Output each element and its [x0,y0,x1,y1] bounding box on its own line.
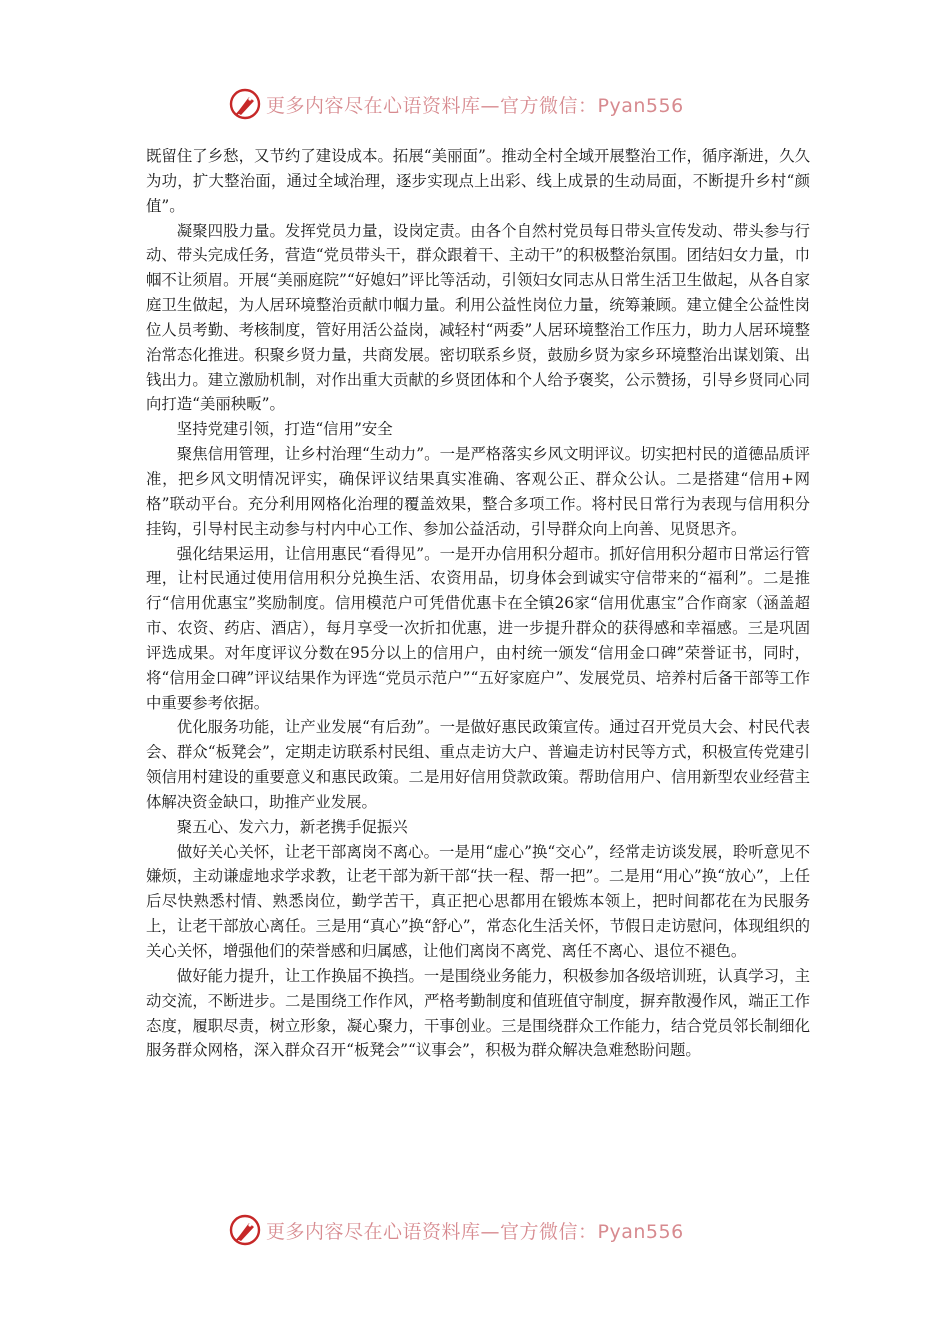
paragraph: 强化结果运用，让信用惠民“看得见”。一是开办信用积分超市。抓好信用积分超市日常运行管理，让村民通过使用信用积分兑换生活、农资用品，切身体会到诚实守信带来的“福利”。二是推行“信用优惠宝”奖励制度。信用模范户可凭借优惠卡在全镇26家“信用优惠宝”合作商家（涵盖超市、农资、药店、酒店），每月享受一次折扣优惠，进一步提升群众的获得感和幸福感。三是巩固评选成果。对年度评议分数在95分以上的信用户，由村统一颁发“信用金口碑”荣誉证书，同时，将“信用金口碑”评议结果作为评选“党员示范户”“五好家庭户”、发展党员、培养村后备干部等工作中重要参考依据。 [146,544,810,712]
paragraph: 做好能力提升，让工作换届不换挡。一是围绕业务能力，积极参加各级培训班，认真学习，主动交流，不断进步。二是围绕工作作风，严格考勤制度和值班值守制度，摒弃散漫作风，端正工作态度，履职尽责，树立形象，凝心聚力，干事创业。三是围绕群众工作能力，结合党员邻长制细化服务群众网格，深入群众召开“板凳会”“议事会”，积极为群众解决急难愁盼问题。 [146,966,810,1060]
paragraph: 凝聚四股力量。发挥党员力量，设岗定责。由各个自然村党员每日带头宣传发动、带头参与行动、带头完成任务，营造“党员带头干，群众跟着干、主动干”的积极整治氛围。团结妇女力量，巾帼不让须眉。开展“美丽庭院”“好媳妇”评比等活动，引领妇女同志从日常生活卫生做起，从各自家庭卫生做起，为人居环境整治贡献巾帼力量。利用公益性岗位力量，统筹兼顾。建立健全公益性岗位人员考勤、考核制度，管好用活公益岗，减轻村“两委”人居环境整治工作压力，助力人居环境整治常态化推进。积聚乡贤力量，共商发展。密切联系乡贤，鼓励乡贤为家乡环境整治出谋划策、出钱出力。建立激励机制，对作出重大贡献的乡贤团体和个人给予褒奖，公示赞扬，引导乡贤同心同向打造“美丽秧畈”。 [146,221,810,414]
section-heading: 坚持党建引领，打造“信用”安全 [176,420,393,439]
header-banner [228,86,728,122]
section-heading: 聚五心、发六力，新老携手促振兴 [176,817,408,836]
paragraph: 做好关心关怀，让老干部离岗不离心。一是用“虚心”换“交心”，经常走访谈发展，聆听意见不嫌烦，主动谦虚地求学求教，让老干部为新干部“扶一程、帮一把”。二是用“用心”换“放心”，上任后尽快熟悉村情、熟悉岗位，勤学苦干，真正把心思都用在锻炼本领上，把时间都花在为民服务上，让老干部放心离任。三是用“真心”换“舒心”，常态化生活关怀，节假日走访慰问，体现组织的关心关怀，增强他们的荣誉感和归属感，让他们离岗不离党、离任不离心、退位不褪色。 [146,842,810,960]
header-banner-text: 更多内容尽在心语资料库—官方微信：Pyan556 [266,94,684,117]
pen-nib-logo-icon [228,87,262,121]
pen-nib-logo-icon [228,1213,262,1247]
paragraph: 聚焦信用管理，让乡村治理“生动力”。一是严格落实乡风文明评议。切实把村民的道德品质评准，把乡风文明情况评实，确保评议结果真实准确、客观公正、群众公认。二是搭建“信用+网格”联动平台。充分利用网格化治理的覆盖效果，整合多项工作。将村民日常行为表现与信用积分挂钩，引导村民主动参与村内中心工作、参加公益活动，引导群众向上向善、见贤思齐。 [146,445,810,538]
footer-banner-text: 更多内容尽在心语资料库—官方微信：Pyan556 [266,1220,684,1243]
footer-banner [228,1212,728,1248]
paragraph: 既留住了乡愁，又节约了建设成本。拓展“美丽面”。推动全村全域开展整治工作，循序渐进，久久为功，扩大整治面，通过全域治理，逐步实现点上出彩、线上成景的生动局面，不断提升乡村“颜值”。 [146,147,810,215]
paragraph: 优化服务功能，让产业发展“有后劲”。一是做好惠民政策宣传。通过召开党员大会、村民代表会、群众“板凳会”，定期走访联系村民组、重点走访大户、普遍走访村民等方式，积极宣传党建引领信用村建设的重要意义和惠民政策。二是用好信用贷款政策。帮助信用户、信用新型农业经营主体解决资金缺口，助推产业发展。 [146,718,810,811]
document-body [146,144,810,1063]
